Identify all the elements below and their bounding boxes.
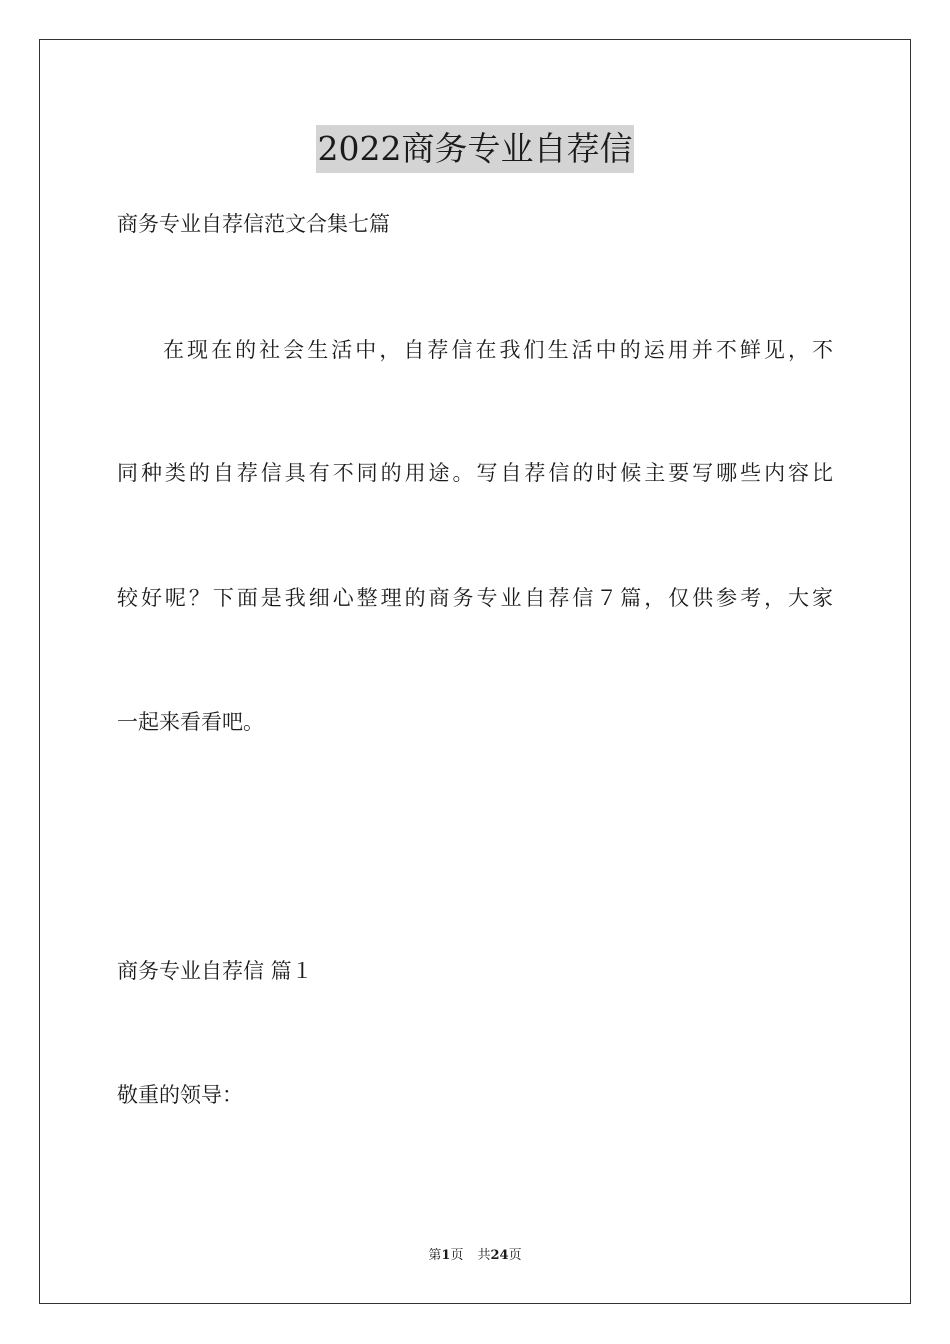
intro-line-1: 在现在的社会生活中，自荐信在我们生活中的运用并不鲜见，不	[163, 338, 833, 362]
footer-total-prefix: 共	[477, 1248, 491, 1263]
intro-line-4: 一起来看看吧。	[117, 710, 264, 734]
intro-line-3: 较好呢？下面是我细心整理的商务专业自荐信７篇，仅供参考，大家	[117, 586, 833, 610]
section-heading: 商务专业自荐信 篇１	[117, 959, 313, 983]
footer-total-suffix: 页	[508, 1248, 522, 1263]
document-subtitle: 商务专业自荐信范文合集七篇	[117, 212, 390, 236]
salutation: 敬重的领导：	[117, 1083, 243, 1107]
intro-line-2: 同种类的自荐信具有不同的用途。写自荐信的时候主要写哪些内容比	[117, 461, 833, 485]
footer-page-number: 1	[441, 1248, 451, 1263]
footer-page-suffix: 页	[450, 1248, 464, 1263]
footer-page-prefix: 第	[428, 1248, 442, 1263]
document-title-wrapper	[0, 125, 950, 179]
document-title: 2022商务专业自荐信	[316, 125, 635, 173]
footer-total-pages: 24	[490, 1248, 509, 1263]
page-footer	[0, 1246, 950, 1266]
